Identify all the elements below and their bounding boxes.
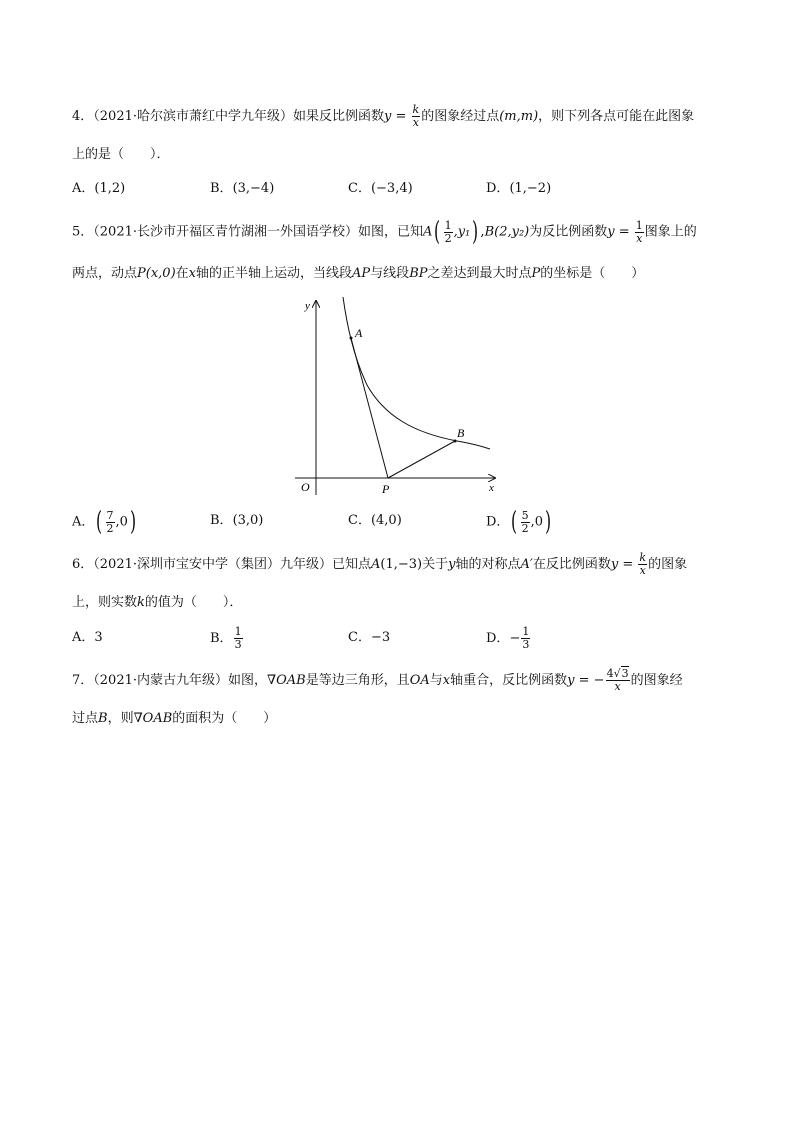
- q4-number: 4．: [72, 109, 94, 124]
- q4-text: ，则下列各点可能在此图象: [538, 109, 695, 124]
- q5-frac-den: 2: [444, 231, 452, 245]
- frac-num: 1: [234, 625, 242, 638]
- frac-num: 5: [521, 508, 529, 522]
- q5-text: 在: [175, 266, 189, 281]
- paren: (: [434, 217, 441, 247]
- q7-fraction: [606, 668, 630, 693]
- q6-text: 轴的对称点: [455, 557, 521, 572]
- hyperbola-curve: [343, 297, 490, 449]
- label-a: A: [355, 326, 363, 340]
- q5-text: 如图，已知: [358, 224, 424, 240]
- q7-line-2: [72, 707, 724, 731]
- q7-number: 7．: [72, 673, 94, 688]
- frac-den: 2: [106, 521, 114, 535]
- q5-source: （2021·长沙市开福区青竹湖湘一外国语学校）: [93, 224, 358, 240]
- q6-point-a-prime: A′: [520, 557, 533, 572]
- label-o: O: [301, 480, 310, 494]
- q7-text: 与: [429, 673, 443, 688]
- q5-x: x: [188, 266, 197, 281]
- q5-option-d: [486, 509, 553, 535]
- q6-var-k: k: [137, 595, 145, 610]
- q5-ap: AP: [352, 266, 371, 281]
- label-b: B: [457, 426, 465, 440]
- q4-equals: =: [391, 109, 411, 124]
- option-label: D．: [486, 181, 510, 196]
- frac-den: 2: [521, 521, 529, 535]
- option-value: (1,2): [94, 181, 126, 196]
- q5-point-p: P: [137, 266, 146, 281]
- option-label: C．: [348, 630, 371, 645]
- q5-frac-num: 1: [635, 218, 643, 232]
- label-x: x: [489, 482, 494, 494]
- q6-fraction-k-over-x: [638, 552, 647, 577]
- q7-text: 的图象经: [630, 673, 683, 688]
- q5-var-y: y: [607, 224, 615, 240]
- q5-line-2: [72, 262, 724, 286]
- q4-option-b: [210, 177, 274, 201]
- q7-coef: 4: [606, 667, 614, 680]
- q5-bp: BP: [409, 266, 428, 281]
- point-a-dot: [350, 337, 353, 340]
- paren: ): [129, 507, 137, 537]
- q5-option-a: [72, 509, 138, 535]
- q6-option-d: [486, 626, 531, 651]
- q7-text: 是等边三角形，且: [305, 673, 410, 688]
- q6-text: 的图象: [648, 557, 688, 572]
- q7-root: 3: [621, 667, 629, 680]
- q5-fraction-1-over-x: [635, 220, 644, 245]
- paren: (: [511, 507, 518, 537]
- q4-option-c: [348, 177, 413, 201]
- q5-fraction-half: [444, 220, 453, 245]
- option-value: (3,−4): [232, 181, 275, 196]
- q6-point-a: A: [371, 557, 381, 572]
- option-value: (−3,4): [370, 181, 413, 196]
- q6-option-b: [210, 626, 244, 651]
- q5-text: 轴的正半轴上运动，当线段: [196, 266, 353, 281]
- q7-var-y: y: [567, 673, 575, 688]
- q7-text: 的面积为（ ）: [172, 711, 277, 726]
- q4-var-y: y: [384, 109, 392, 124]
- q6-option-a: [72, 626, 103, 650]
- q5-number: 5．: [72, 224, 94, 240]
- q6-line-2: [72, 591, 724, 615]
- q5-equals: =: [614, 224, 634, 240]
- q7-oa: OA: [409, 673, 430, 688]
- q4-frac-num: k: [412, 103, 420, 116]
- q5-point-b: B: [484, 224, 495, 240]
- frac-den: 3: [234, 638, 242, 651]
- q6-var-y: y: [610, 557, 619, 572]
- option-label: A．: [72, 630, 95, 645]
- q7-line-1: [72, 668, 724, 693]
- q5-text: 图象上的: [644, 224, 697, 240]
- q7-triangle: ∇OAB: [267, 673, 306, 688]
- option-label: C．: [348, 513, 371, 528]
- option-label: B．: [210, 631, 233, 646]
- q7-text: 轴重合，反比例函数: [450, 673, 568, 688]
- q6-line-1: [72, 552, 724, 577]
- option-label: A．: [72, 181, 95, 196]
- option-fraction: [521, 510, 530, 535]
- q5-text: 的坐标是（ ）: [540, 266, 645, 281]
- q6-frac-den: x: [639, 564, 646, 577]
- q7-x: x: [442, 673, 451, 688]
- q4-option-d: [486, 177, 551, 201]
- paren: (: [96, 507, 103, 537]
- segment-bp: [388, 441, 455, 478]
- option-label: A．: [72, 514, 95, 530]
- q5-point-a: A: [423, 224, 433, 240]
- q6-frac-num: k: [639, 551, 647, 564]
- frac-num: 7: [106, 508, 114, 522]
- q7-point-b: B: [98, 711, 108, 726]
- option-fraction: [234, 626, 243, 651]
- frac-den: 3: [522, 638, 530, 651]
- q4-line-1: [72, 104, 724, 129]
- q5-figure: [285, 295, 505, 500]
- option-value: (4,0): [370, 513, 402, 528]
- q4-line-2: [72, 143, 724, 167]
- paren: ): [545, 507, 552, 537]
- option-tail: ,0: [115, 514, 128, 530]
- q7-text: 过点: [72, 711, 99, 726]
- q6-coord: (1,−3): [380, 557, 423, 572]
- frac-num: 1: [522, 625, 530, 638]
- q5-text: 之差达到最大时点: [427, 266, 532, 281]
- q4-point-mm: (m,m): [499, 109, 539, 124]
- q5-y1: ,y₁: [453, 224, 471, 240]
- segment-ap: [351, 338, 388, 478]
- option-value: (1,−2): [509, 181, 552, 196]
- q4-text: 上的是（ ）．: [72, 147, 170, 162]
- q7-equals: = −: [574, 673, 605, 688]
- q5-point-p2: P: [531, 266, 541, 281]
- q6-option-c: [348, 626, 390, 650]
- paren: ): [472, 217, 479, 247]
- q7-frac-num: 4√3: [606, 667, 629, 680]
- q4-frac-den: x: [412, 116, 419, 129]
- q6-equals: =: [618, 557, 638, 572]
- q5-text: 为反比例函数: [529, 224, 608, 240]
- q6-text: 上，则实数: [72, 595, 138, 610]
- q5-text: 两点，动点: [72, 266, 138, 281]
- q6-number: 6．: [72, 557, 94, 572]
- q6-text: 的值为（ ）．: [144, 595, 243, 610]
- label-y: y: [305, 300, 310, 312]
- q7-triangle: ∇OAB: [133, 711, 173, 726]
- q5-line-1: 5．（2021·长沙市开福区青竹湖湘一外国语学校）如图，已知A( $\frac{1}{2}$ ,y₁) ,B(2,y₂)为反比例函数y = $\frac{1}{x}$ 图象上的: [72, 217, 697, 247]
- q6-source: （2021·深圳市宝安中学（集团）九年级）: [93, 557, 332, 572]
- option-label: B．: [210, 181, 233, 196]
- q6-text: 在反比例函数: [532, 557, 611, 572]
- q5-option-b: [210, 509, 263, 533]
- option-value: 3: [94, 630, 103, 645]
- q4-fraction-k-over-x: [412, 104, 421, 129]
- option-value: −3: [370, 630, 391, 645]
- q5-frac-num: 1: [444, 218, 452, 232]
- q4-text: 如果反比例函数: [293, 109, 385, 124]
- option-tail: ,0: [530, 514, 543, 530]
- q4-text: 的图象经过点: [421, 109, 500, 124]
- q7-text: 如图，: [228, 673, 268, 688]
- option-fraction: [106, 510, 115, 535]
- q5-option-c: [348, 509, 402, 533]
- option-minus: −: [509, 631, 521, 646]
- option-label: B．: [210, 513, 233, 528]
- option-label: D．: [486, 631, 510, 646]
- q4-option-a: [72, 177, 125, 201]
- q5-text: 与线段: [370, 266, 410, 281]
- q5-frac-den: x: [636, 231, 643, 245]
- q7-source: （2021·内蒙古九年级）: [93, 673, 228, 688]
- option-value: (3,0): [232, 513, 264, 528]
- option-fraction: [521, 626, 530, 651]
- q6-text: 关于: [422, 557, 449, 572]
- q4-source: （2021·哈尔滨市萧红中学九年级）: [93, 109, 293, 124]
- q6-text: 已知点: [332, 557, 372, 572]
- option-label: D．: [486, 514, 510, 530]
- q6-y: y: [448, 557, 456, 572]
- q7-frac-den: x: [614, 680, 621, 693]
- label-p: P: [382, 482, 390, 496]
- q5-p-coord: (x,0): [145, 266, 176, 281]
- option-label: C．: [348, 181, 371, 196]
- q7-text: ，则: [107, 711, 134, 726]
- q5-b-coord: (2,y₂): [494, 224, 530, 240]
